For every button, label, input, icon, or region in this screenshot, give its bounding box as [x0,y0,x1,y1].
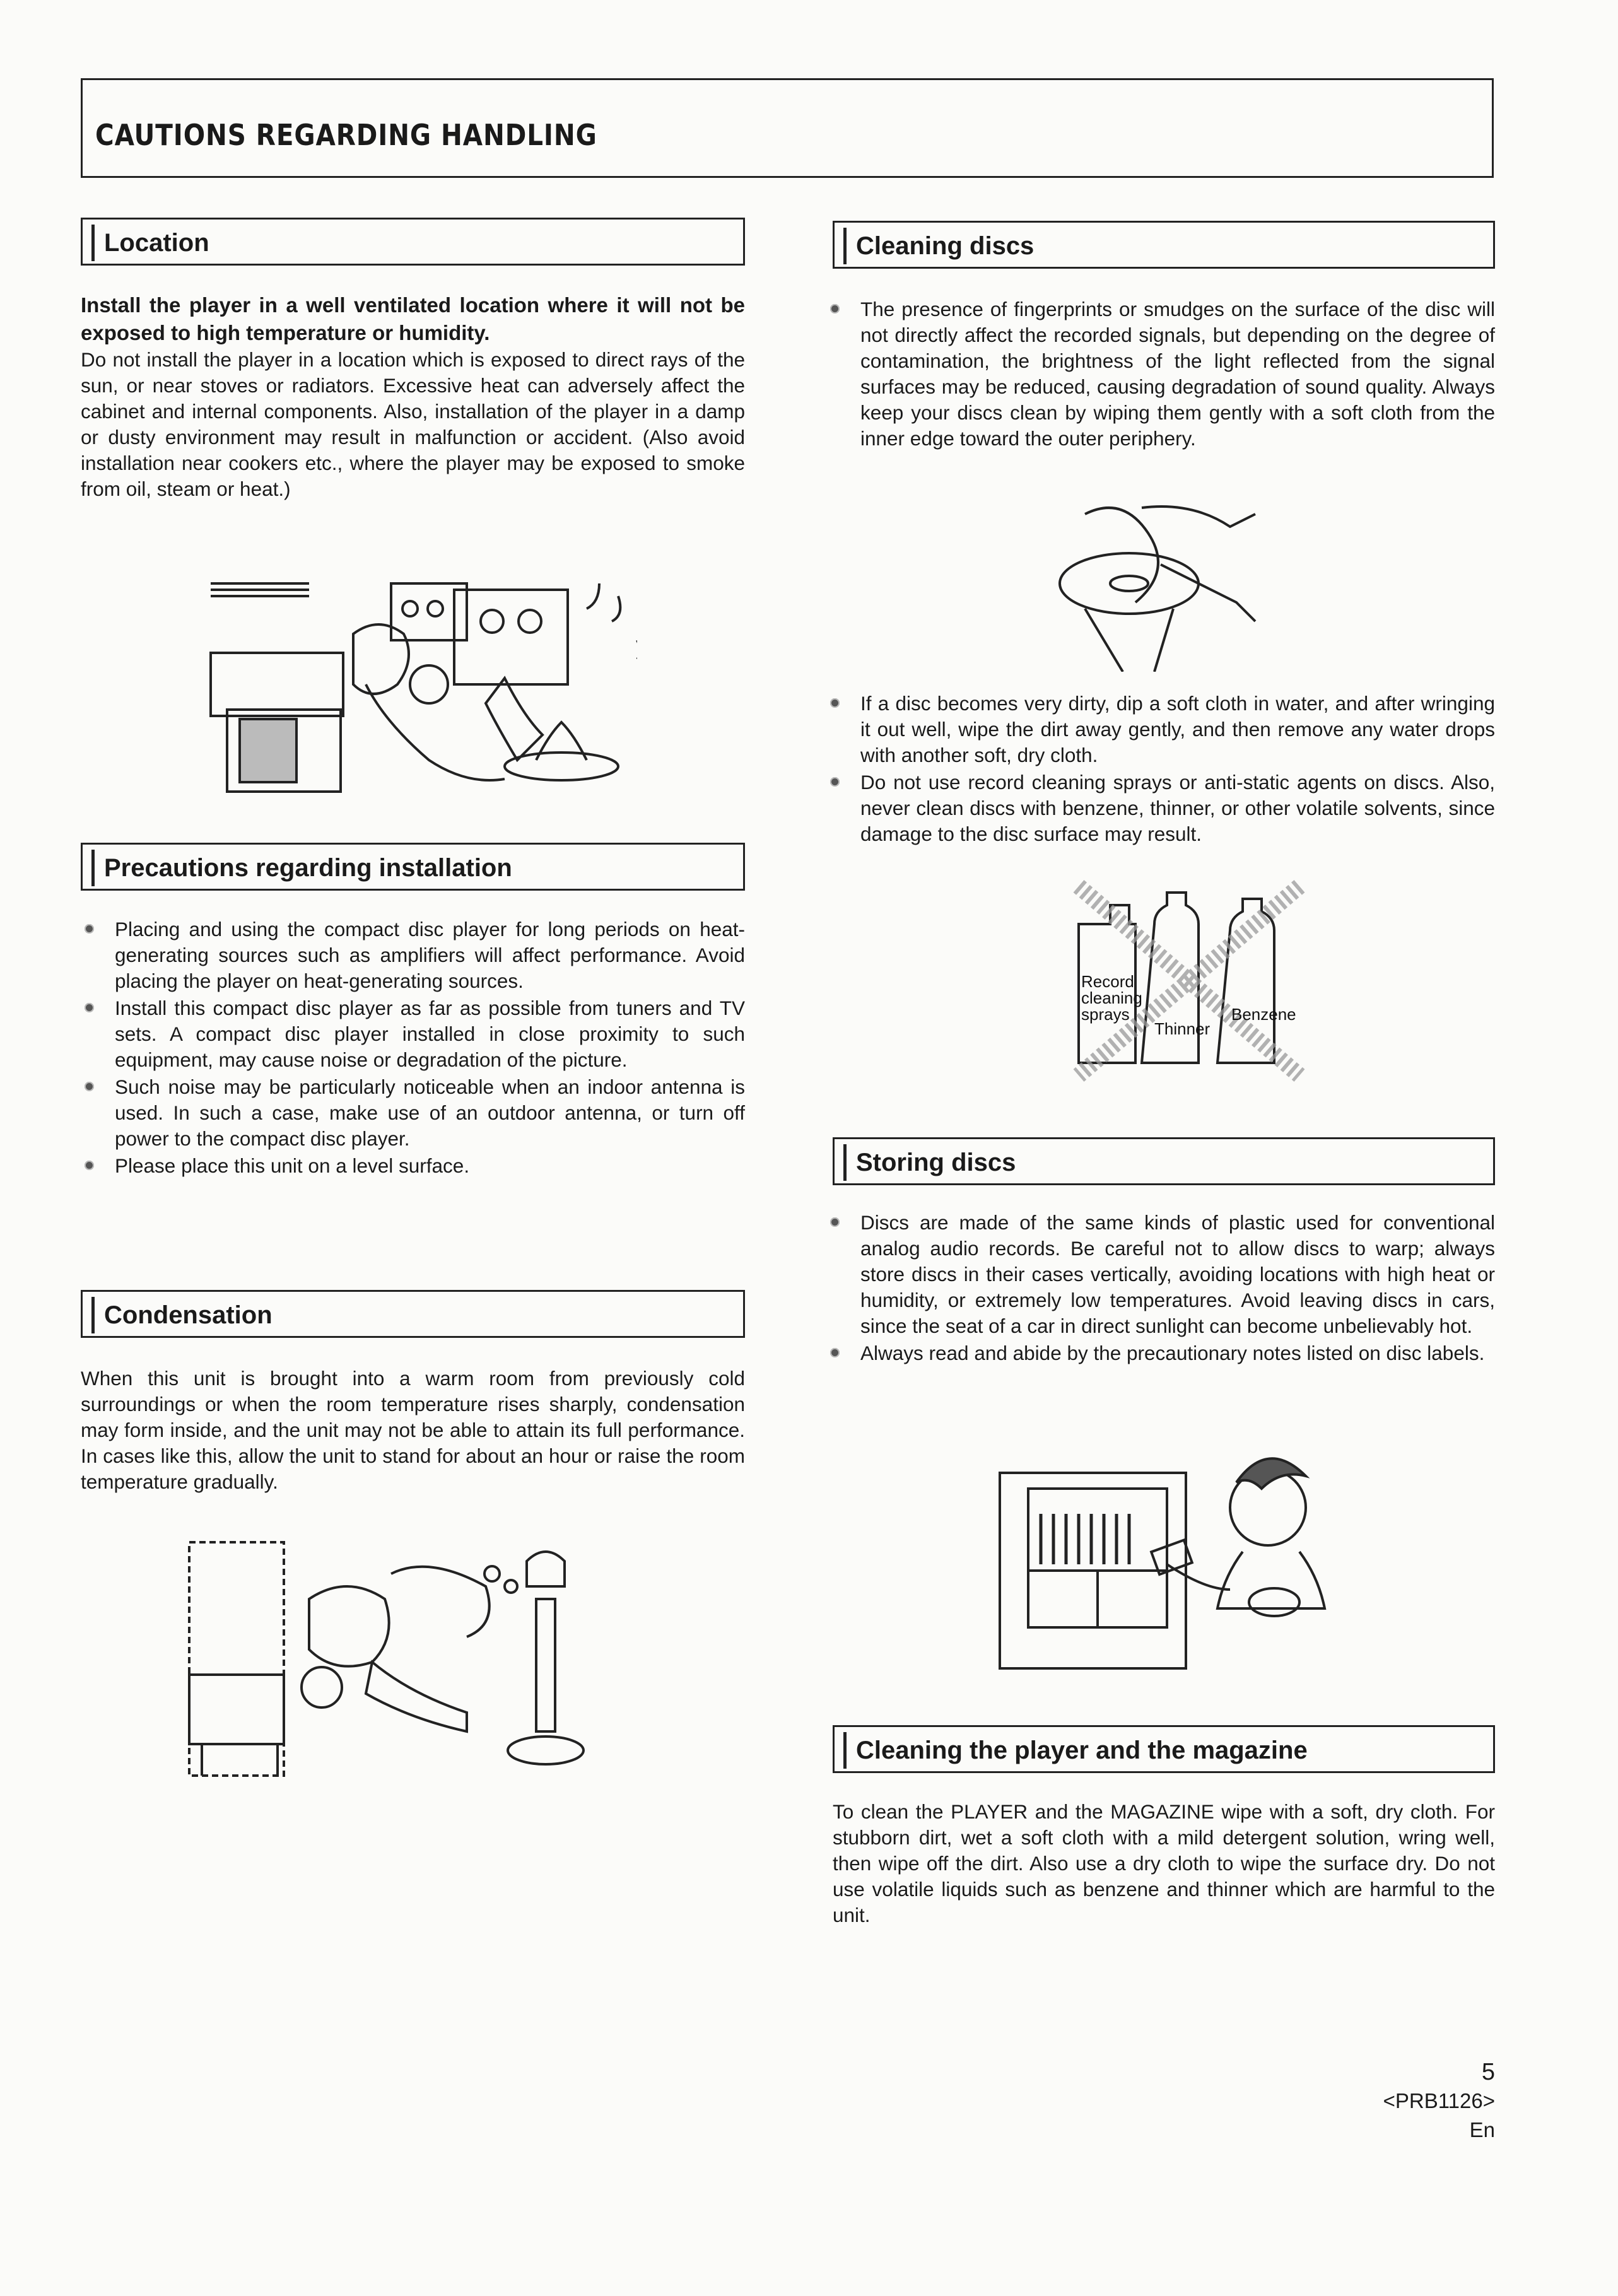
storing-discs-heading: Storing discs [856,1149,1016,1176]
solvent-bottles-illustration [1072,880,1306,1082]
language-code: En [1469,2118,1495,2141]
page-footer [1299,2058,1495,2145]
storing-discs-section [826,1210,1495,1368]
cleaning-player-section [833,1799,1495,1928]
document-code: <PRB1126> [1383,2089,1495,2112]
location-illustration [208,571,637,798]
list-item: Such noise may be particularly noticeable when an indoor antenna is used. In such a case, make use of an outdoor antenna, or turn off power to the compact disc player. [81,1074,745,1152]
location-heading-box [81,218,745,266]
condensation-heading: Condensation [104,1301,273,1329]
location-lead: Install the player in a well ventilated location where it will not be exposed to high temperature or humidity. [81,293,745,344]
list-item: The presence of fingerprints or smudges on the surface of the disc will not directly affect the recorded signals, but depending on the degree of contamination, the brightness of the light reflected from the signal surfaces may be reduced, causing degradation of sound quality. Always keep your discs clean by wiping them gently with a soft cloth from the inner edge toward the outer periphery. [826,296,1495,452]
cleaning-player-body: To clean the PLAYER and the MAGAZINE wipe with a soft, dry cloth. For stubborn dirt, wet a soft cloth with a mild detergent solution, wring well, then wipe off the dirt. Also use a dry cloth to wipe the surface dry. Do not use volatile liquids such as benzene and thinner which are harmful to the unit. [833,1800,1495,1926]
cleaning-player-heading: Cleaning the player and the magazine [856,1737,1308,1764]
precautions-heading-box [81,843,745,891]
list-item: If a disc becomes very dirty, dip a soft cloth in water, and after wringing it out well, wipe the dirt away gently, and then remove any water drops with another soft, dry cloth. [826,691,1495,768]
benzene-label: Benzene [1231,1005,1296,1024]
spray-label-2: cleaning [1081,988,1142,1007]
list-item: Please place this unit on a level surface. [81,1153,745,1179]
precautions-section [81,917,745,1180]
list-item: Discs are made of the same kinds of plastic used for conventional analog audio records. Be careful not to allow discs to warp; always store discs in their cases vertically, avoiding locations with high heat or humidity, or extremely low temperatures. Avoid leaving discs in cars, since the seat of a car in direct sunlight can become unbelievably hot. [826,1210,1495,1339]
list-item: Do not use record cleaning sprays or anti-static agents on discs. Also, never clean discs with benzene, thinner, or other volatile solvents, since damage to the disc surface may result. [826,770,1495,847]
page-number: 5 [1481,2059,1495,2085]
cleaning-discs-heading: Cleaning discs [856,232,1035,260]
page-title: CAUTIONS REGARDING HANDLING [95,118,597,152]
location-body: Do not install the player in a location which is exposed to direct rays of the sun, or near stoves or radiators. Excessive heat can adversely affect the cabinet and internal components. Also, installation of the player in a damp or dusty environment may result in malfunction or accident. (Also avoid installation near cookers etc., where the player may be exposed to smoke from oil, steam or heat.) [81,348,745,500]
precautions-heading: Precautions regarding installation [104,854,512,882]
condensation-body: When this unit is brought into a warm room from previously cold surroundings or when the room temperature rises sharply, condensation may form inside, and the unit may not be able to attain its full performance. In cases like this, allow the unit to stand for about an hour or raise the room temperature gradually. [81,1367,745,1493]
heading-bar [843,1732,847,1769]
storing-discs-illustration [997,1444,1350,1672]
heading-bar [843,228,847,264]
title-box [81,78,1494,178]
benzene-bottle-icon [1217,899,1274,1063]
list-item: Always read and abide by the precautionary notes listed on disc labels. [826,1340,1495,1366]
heading-bar [91,225,95,261]
storing-discs-heading-box [833,1137,1495,1185]
spray-label-1: Record [1081,972,1134,991]
condensation-illustration [183,1536,587,1782]
cleaning-discs-heading-box [833,221,1495,269]
heading-bar [91,1297,95,1333]
location-heading: Location [104,229,209,257]
cleaning-discs-section-1 [826,296,1495,453]
heading-bar [91,850,95,886]
list-item: Install this compact disc player as far as possible from tuners and TV sets. A compact disc player installed in close proximity to such equipment, may cause noise or degradation of the picture. [81,995,745,1073]
list-item: Placing and using the compact disc player for long periods on heat-generating sources such as amplifiers will affect performance. Avoid placing the player on heat-generating sources. [81,917,745,994]
location-section [81,291,745,502]
heading-bar [843,1144,847,1181]
cleaning-player-heading-box [833,1725,1495,1773]
condensation-heading-box [81,1290,745,1338]
cleaning-discs-section-2 [826,691,1495,848]
thinner-label: Thinner [1154,1019,1211,1038]
spray-label-3: sprays [1081,1005,1130,1024]
condensation-section [81,1366,745,1495]
disc-cleaning-illustration [1047,489,1287,672]
